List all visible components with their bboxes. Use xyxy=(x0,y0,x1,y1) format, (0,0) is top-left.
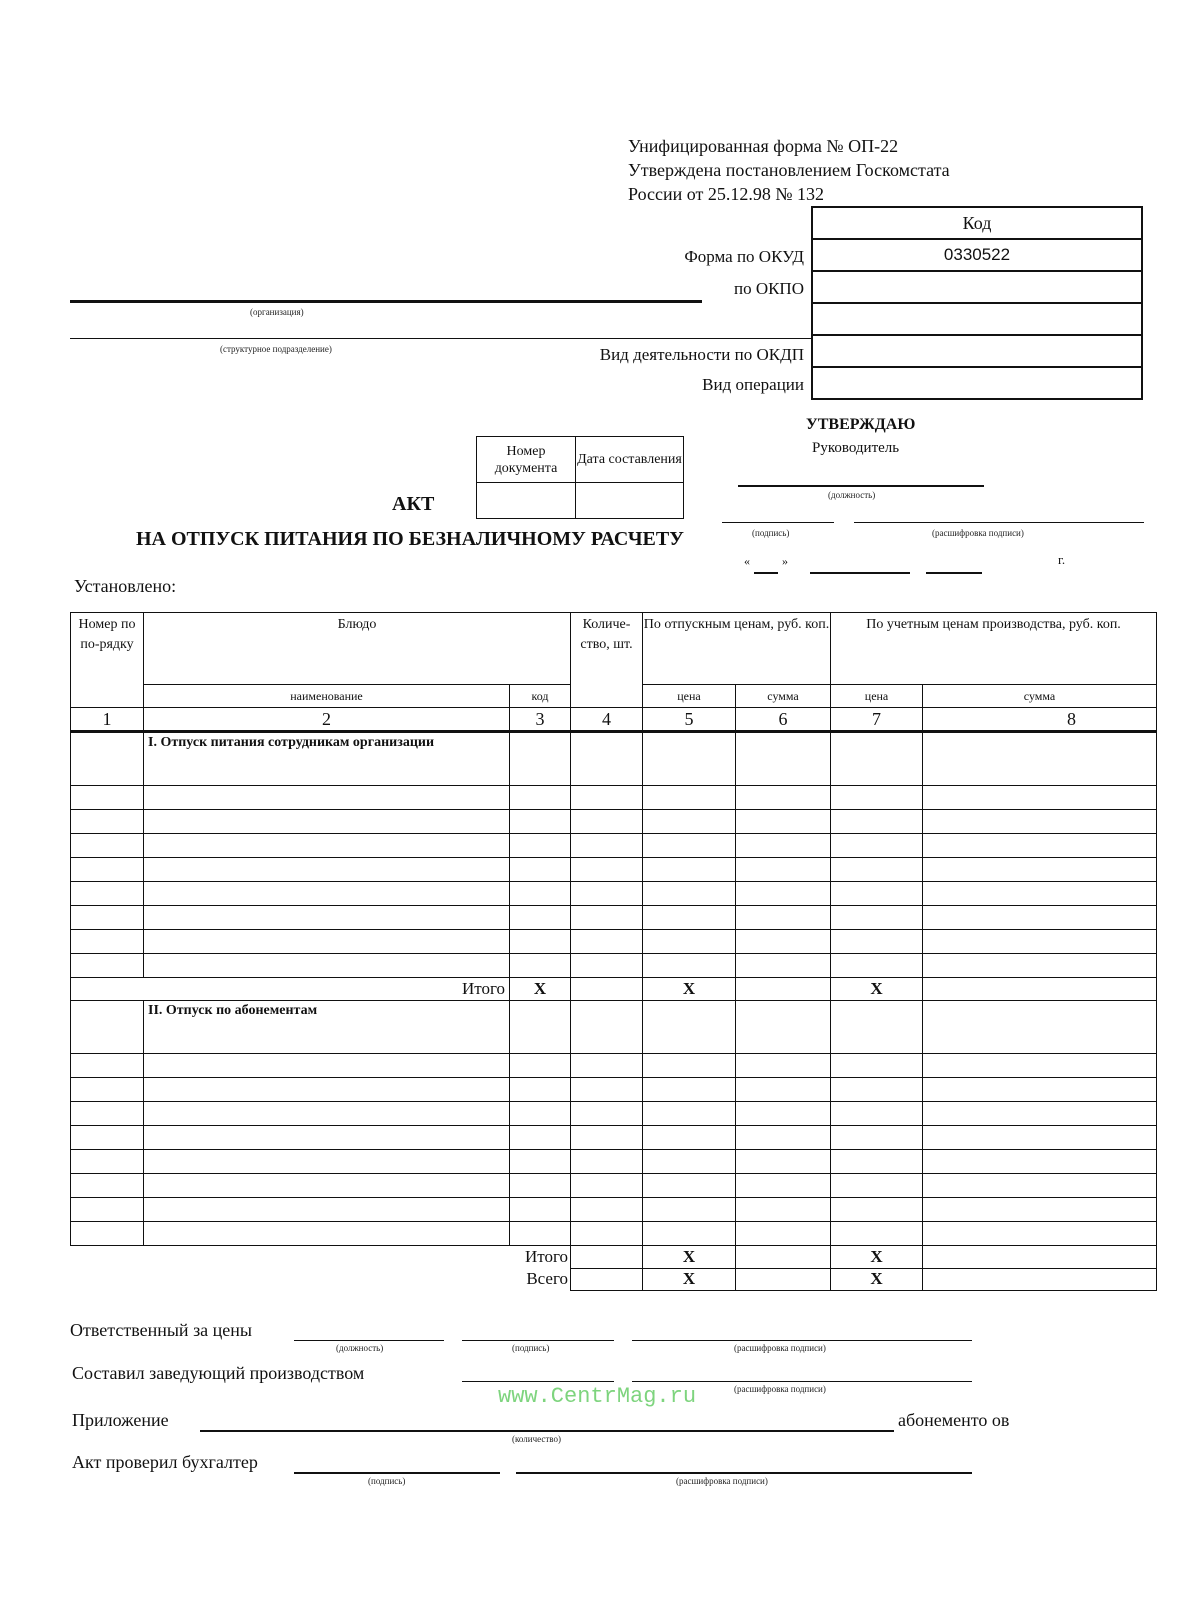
sub-sale-price-header: цена xyxy=(643,685,736,708)
grand-total-qty[interactable] xyxy=(571,1268,643,1290)
table-row[interactable] xyxy=(71,1102,1157,1126)
table-row[interactable] xyxy=(71,930,1157,954)
doc-number-label: Номер документа xyxy=(477,437,576,483)
section2-total-row xyxy=(71,1246,1157,1269)
col-number: 4 xyxy=(571,708,643,732)
section2-title: II. Отпуск по абонементам xyxy=(144,1001,510,1054)
sub-acc-price-header: цена xyxy=(831,685,923,708)
table-row[interactable] xyxy=(71,810,1157,834)
okud-label: Форма по ОКУД xyxy=(684,247,804,266)
form-header-line2: Утверждена постановлением Госкомстата xyxy=(628,160,950,180)
table-row[interactable] xyxy=(71,954,1157,978)
resp-decoding-line[interactable] xyxy=(632,1340,972,1341)
grand-total-label: Всего xyxy=(526,1269,568,1288)
sub-name-header: наименование xyxy=(144,685,510,708)
x-mark: X xyxy=(831,1246,923,1269)
form-header-line1: Унифицированная форма № ОП-22 xyxy=(628,136,899,156)
section1-total-row xyxy=(71,978,1157,1001)
section1-total-qty[interactable] xyxy=(571,978,643,1001)
approve-role: Руководитель xyxy=(812,440,900,456)
col-number: 7 xyxy=(831,708,923,732)
sub-code-header: код xyxy=(510,685,571,708)
section2-total-qty[interactable] xyxy=(571,1246,643,1269)
org-line[interactable] xyxy=(70,300,702,303)
compiled-signature-line[interactable] xyxy=(462,1381,614,1382)
col-num-header: Номер по по-рядку xyxy=(71,613,144,708)
checked-decoding-line[interactable] xyxy=(516,1472,972,1474)
col-number: 5 xyxy=(643,708,736,732)
x-mark: X xyxy=(643,1268,736,1290)
act-title: АКТ xyxy=(392,493,435,515)
x-mark: X xyxy=(831,1268,923,1290)
okud-value: 0330522 xyxy=(812,239,1142,271)
unit-caption: (структурное подразделение) xyxy=(220,344,332,354)
operation-value[interactable] xyxy=(812,367,1142,399)
grand-total-row xyxy=(71,1268,1157,1290)
table-row[interactable] xyxy=(71,1054,1157,1078)
x-mark: X xyxy=(831,978,923,1001)
approve-title: УТВЕРЖДАЮ xyxy=(806,416,916,433)
section2-total-acc-sum[interactable] xyxy=(923,1246,1157,1269)
x-mark: X xyxy=(643,978,736,1001)
act-subtitle: НА ОТПУСК ПИТАНИЯ ПО БЕЗНАЛИЧНОМУ РАСЧЕТУ xyxy=(136,528,684,550)
attachment-line[interactable] xyxy=(200,1430,894,1432)
col-number: 6 xyxy=(736,708,831,732)
extra-code-value[interactable] xyxy=(812,303,1142,335)
grand-total-acc-sum[interactable] xyxy=(923,1268,1157,1290)
resp-signature-line[interactable] xyxy=(462,1340,614,1341)
date-day-line[interactable] xyxy=(754,572,778,574)
col-dish-header: Блюдо xyxy=(144,613,571,685)
col-acc-header: По учетным ценам производства, руб. коп. xyxy=(831,613,1157,685)
okpo-value[interactable] xyxy=(812,271,1142,303)
resp-position-caption: (должность) xyxy=(336,1343,384,1353)
checked-signature-caption: (подпись) xyxy=(368,1476,406,1486)
approve-position-line[interactable] xyxy=(738,485,984,487)
col-number: 2 xyxy=(144,708,510,732)
table-row[interactable] xyxy=(71,1174,1157,1198)
table-row[interactable] xyxy=(71,1198,1157,1222)
doc-number-value[interactable] xyxy=(477,483,576,519)
approve-signature-line[interactable] xyxy=(722,522,834,523)
x-mark: X xyxy=(643,1246,736,1269)
resp-signature-caption: (подпись) xyxy=(512,1343,550,1353)
compiled-decoding-line[interactable] xyxy=(632,1381,972,1382)
established-label: Установлено: xyxy=(74,576,177,596)
section1-title: I. Отпуск питания сотрудникам организации xyxy=(144,732,510,786)
doc-box xyxy=(476,436,684,519)
main-table xyxy=(70,612,1157,1291)
section1-total-sale-sum[interactable] xyxy=(736,978,831,1001)
checked-signature-line[interactable] xyxy=(294,1472,500,1474)
table-row[interactable] xyxy=(71,906,1157,930)
watermark: www.CentrMag.ru xyxy=(498,1384,697,1409)
attachment-quantity-caption: (количество) xyxy=(512,1434,561,1444)
col-qty-header: Количе-ство, шт. xyxy=(571,613,643,708)
table-row[interactable] xyxy=(71,1126,1157,1150)
checked-decoding-caption: (расшифровка подписи) xyxy=(676,1476,768,1486)
date-quote-open: « xyxy=(744,554,750,568)
okdp-value[interactable] xyxy=(812,335,1142,367)
sub-acc-sum-header: сумма xyxy=(923,685,1157,708)
col-number: 1 xyxy=(71,708,144,732)
table-row[interactable] xyxy=(71,834,1157,858)
approve-decoding-line[interactable] xyxy=(854,522,1144,523)
date-year-suffix: г. xyxy=(1058,552,1066,567)
doc-date-value[interactable] xyxy=(576,483,684,519)
codes-head: Код xyxy=(812,207,1142,239)
codes-table xyxy=(811,206,1143,400)
table-row[interactable] xyxy=(71,1222,1157,1246)
section1-total-acc-sum[interactable] xyxy=(923,978,1157,1001)
okdp-label: Вид деятельности по ОКДП xyxy=(599,345,804,364)
compiled-decoding-caption: (расшифровка подписи) xyxy=(734,1384,826,1394)
section1-total-label: Итого xyxy=(71,978,510,1001)
approve-decoding-caption: (расшифровка подписи) xyxy=(932,528,1024,538)
grand-total-sale-sum[interactable] xyxy=(736,1268,831,1290)
resp-prices-label: Ответственный за цены xyxy=(70,1320,253,1340)
table-row[interactable] xyxy=(71,1150,1157,1174)
table-row[interactable] xyxy=(71,786,1157,810)
table-row[interactable] xyxy=(71,882,1157,906)
section2-total-label: Итого xyxy=(524,1247,568,1266)
approve-position-caption: (должность) xyxy=(828,490,876,500)
table-row[interactable] xyxy=(71,858,1157,882)
checked-label: Акт проверил бухгалтер xyxy=(72,1452,258,1472)
org-caption: (организация) xyxy=(250,307,304,317)
unit-line[interactable] xyxy=(70,338,811,339)
section2-row xyxy=(71,1001,1157,1054)
okpo-label: по ОКПО xyxy=(733,279,804,298)
col-number: 8 xyxy=(923,708,1157,732)
section2-total-sale-sum[interactable] xyxy=(736,1246,831,1269)
form-header-line3: России от 25.12.98 № 132 xyxy=(628,184,825,204)
compiled-label: Составил заведующий производством xyxy=(72,1363,365,1383)
date-year-line[interactable] xyxy=(926,572,982,574)
attachment-label: Приложение xyxy=(72,1410,169,1430)
approve-signature-caption: (подпись) xyxy=(752,528,790,538)
date-month-line[interactable] xyxy=(810,572,910,574)
doc-date-label: Дата составления xyxy=(576,437,684,483)
col-number: 3 xyxy=(510,708,571,732)
col-sale-header: По отпускным ценам, руб. коп. xyxy=(643,613,831,685)
subscriptions-label: абонементо ов xyxy=(898,1410,1010,1430)
operation-label: Вид операции xyxy=(702,375,804,394)
table-row[interactable] xyxy=(71,1078,1157,1102)
sub-sale-sum-header: сумма xyxy=(736,685,831,708)
x-mark: X xyxy=(510,978,571,1001)
section1-row xyxy=(71,732,1157,786)
resp-decoding-caption: (расшифровка подписи) xyxy=(734,1343,826,1353)
resp-position-line[interactable] xyxy=(294,1340,444,1341)
date-quote-close: » xyxy=(782,554,788,568)
